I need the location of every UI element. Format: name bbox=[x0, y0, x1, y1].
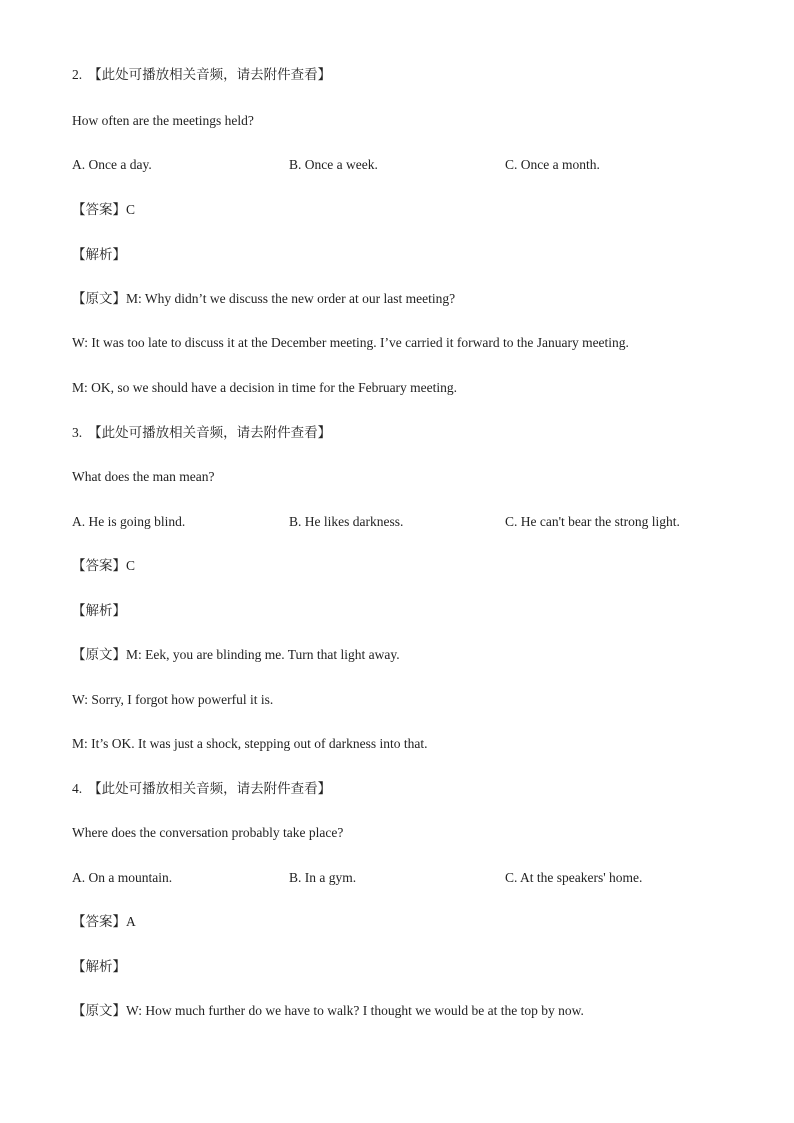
answer-value: C bbox=[126, 202, 136, 217]
question-3-prompt: What does the man mean? bbox=[72, 469, 215, 484]
question-3-header bbox=[72, 424, 331, 442]
question-3-answer bbox=[72, 557, 135, 575]
question-2-prompt: How often are the meetings held? bbox=[72, 113, 254, 128]
question-2-answer bbox=[72, 201, 135, 219]
question-3-transcript-1 bbox=[72, 646, 400, 664]
question-2-option-a: A. Once a day. bbox=[72, 157, 152, 172]
transcript-label: 【原文】 bbox=[72, 1003, 126, 1019]
question-4-prompt: Where does the conversation probably take place? bbox=[72, 825, 344, 840]
question-2-transcript-3: M: OK, so we should have a decision in time for the February meeting. bbox=[72, 380, 458, 395]
question-3-analysis-label: 【解析】 bbox=[72, 603, 126, 619]
question-3-option-b: B. He likes darkness. bbox=[289, 514, 404, 529]
question-4-option-a: A. On a mountain. bbox=[72, 870, 173, 885]
question-2-analysis-label: 【解析】 bbox=[72, 247, 126, 263]
question-2-header bbox=[72, 66, 331, 84]
answer-label: 【答案】 bbox=[72, 914, 126, 930]
transcript-text: M: Eek, you are blinding me. Turn that light away. bbox=[126, 647, 400, 662]
answer-value: C bbox=[126, 558, 136, 573]
audio-note: 【此处可播放相关音频，请去附件查看】 bbox=[88, 67, 332, 83]
question-4-analysis-label: 【解析】 bbox=[72, 959, 126, 975]
question-4-option-b: B. In a gym. bbox=[289, 870, 357, 885]
transcript-text: M: Why didn’t we discuss the new order at our last meeting? bbox=[126, 291, 456, 306]
question-4-answer bbox=[72, 913, 136, 931]
answer-label: 【答案】 bbox=[72, 558, 126, 574]
question-4-option-c: C. At the speakers' home. bbox=[505, 870, 643, 885]
answer-label: 【答案】 bbox=[72, 202, 126, 218]
transcript-text: W: How much further do we have to walk? I thought we would be at the top by now. bbox=[126, 1003, 584, 1018]
question-3-option-a: A. He is going blind. bbox=[72, 514, 186, 529]
question-number: 2. bbox=[72, 67, 83, 82]
transcript-label: 【原文】 bbox=[72, 291, 126, 307]
audio-note: 【此处可播放相关音频，请去附件查看】 bbox=[88, 425, 332, 441]
question-4-header bbox=[72, 780, 331, 798]
question-3-transcript-2: W: Sorry, I forgot how powerful it is. bbox=[72, 692, 274, 707]
question-3-transcript-3: M: It’s OK. It was just a shock, stepping out of darkness into that. bbox=[72, 736, 428, 751]
transcript-label: 【原文】 bbox=[72, 647, 126, 663]
answer-value: A bbox=[126, 914, 136, 929]
question-2-option-c: C. Once a month. bbox=[505, 157, 600, 172]
question-4-transcript-1 bbox=[72, 1002, 584, 1020]
question-2-transcript-1 bbox=[72, 290, 455, 308]
question-3-option-c: C. He can't bear the strong light. bbox=[505, 514, 680, 529]
question-number: 3. bbox=[72, 425, 83, 440]
question-2-option-b: B. Once a week. bbox=[289, 157, 378, 172]
audio-note: 【此处可播放相关音频，请去附件查看】 bbox=[88, 781, 332, 797]
question-2-transcript-2: W: It was too late to discuss it at the December meeting. I’ve carried it forward to the January meeting. bbox=[72, 335, 629, 350]
question-number: 4. bbox=[72, 781, 83, 796]
